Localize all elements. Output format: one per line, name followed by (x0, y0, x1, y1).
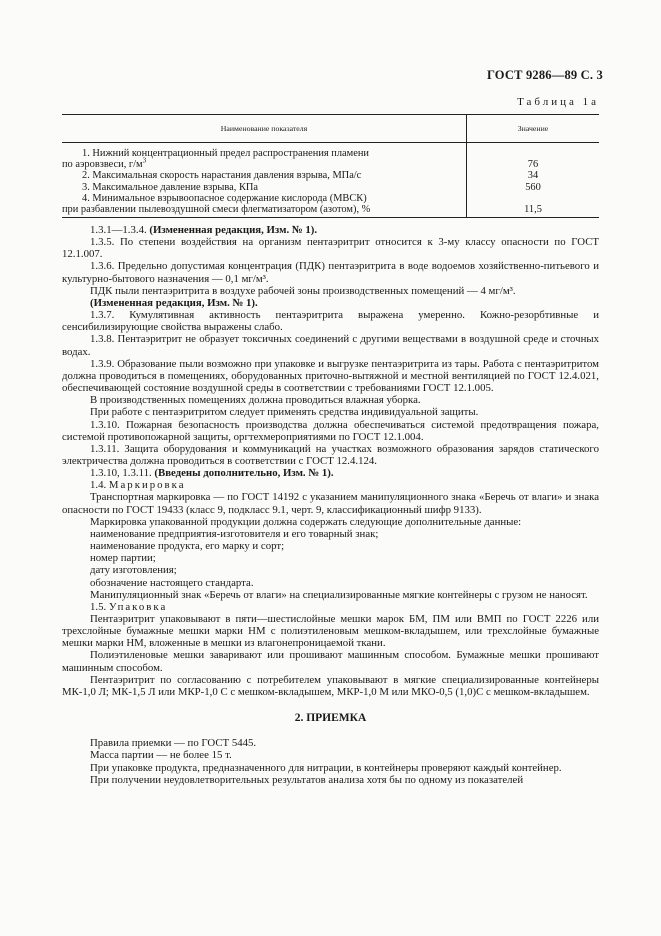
paragraph: 1.3.1—1.3.4. (Измененная редакция, Изм. № 1). (90, 224, 318, 236)
table-cell-value: 11,5 (467, 193, 600, 218)
indicators-table (62, 114, 599, 218)
section-heading: 2. ПРИЕМКА (294, 712, 367, 725)
table-cell-name: 2. Максимальная скорость нарастания давления взрыва, МПа/с (62, 170, 467, 181)
paragraph: Маркировка упакованной продукции должна содержать следующие дополнительные данные: (90, 515, 522, 528)
paragraph: Манипуляционный знак «Беречь от влаги» на специализированные мягкие контейнеры с грузом не наносят. (90, 588, 588, 601)
table-cell-value: 76 (527, 159, 539, 171)
table-cell-name: 1. Нижний концентрационный предел распространения пламени по аэровзвеси, $г/м^3$ (62, 143, 467, 171)
list-item: номер партии; (90, 552, 156, 565)
paragraph: 1.3.10, 1.3.11. (Введены дополнительно, Изм. № 1). (90, 467, 334, 480)
table-row (62, 170, 599, 181)
paragraph: 1.3.9. Образование пыли возможно при упаковке и выгрузке пентаэритрита из тары. Работа с пентаэритритом должна проводиться в помещениях, оборудованных приточно-вытяжной и местной вентиляцией по ГОСТ 12.4.021, обеспечивающей состояние воздушной среды в соответствии с требованиями ГОСТ 12.1.005. (62, 357, 599, 395)
paragraph: Полиэтиленовые мешки заваривают или прошивают машинным способом. Бумажные мешки прошивают машинным способом. (62, 649, 599, 674)
paragraph: Транспортная маркировка — по ГОСТ 14192 с указанием манипуляционного знака «Беречь от влаги» и знака опасности по ГОСТ 19433 (класс 9, подкласс 9.1, черт. 9, классификационный шифр 9133). (62, 491, 599, 516)
paragraph: При получении неудовлетворительных результатов анализа хотя бы по одному из показателей (90, 773, 524, 786)
subsection-heading-marking: 1.4. Маркировка (90, 479, 186, 492)
table-row (62, 193, 599, 218)
column-header-value: Значение (467, 115, 600, 143)
paragraph: Пентаэритрит по согласованию с потребителем упаковывают в мягкие специализированные контейнеры МК-1,0 Л; МК-1,5 Л или МКР-1,0 С с мешком-вкладышем, МКР-1,0 М или МКО-0,5 (1,0)С с мешком-вкладышем. (62, 673, 599, 698)
table-header-row (62, 115, 599, 143)
table-cell-value: 34 (527, 170, 539, 182)
page-header: ГОСТ 9286—89 С. 3 (486, 68, 603, 82)
paragraph: 1.3.7. Кумулятивная активность пентаэритрита выражена умеренно. Кожно-резорбтивные и сенсибилизирующие свойства выражены слабо. (62, 309, 599, 334)
table-cell-name: 3. Максимальное давление взрыва, КПа (62, 182, 467, 193)
paragraph: 1.3.6. Предельно допустимая концентрация (ПДК) пентаэритрита в воде водоемов хозяйственно-питьевого и культурно-бытового назначения — 0,1 мг/м³. (62, 260, 599, 285)
list-item: обозначение настоящего стандарта. (90, 576, 254, 589)
paragraph: При работе с пентаэритритом следует применять средства индивидуальной защиты. (90, 406, 479, 419)
list-item: дату изготовления; (90, 564, 177, 577)
paragraph: Правила приемки — по ГОСТ 5445. (90, 737, 257, 750)
paragraph: В производственных помещениях должна проводиться влажная уборка. (90, 394, 421, 407)
paragraph: ПДК пыли пентаэритрита в воздухе рабочей зоны производственных помещений — 4 мг/м³. (90, 284, 516, 297)
table-row (62, 143, 599, 171)
paragraph: 1.3.11. Защита оборудования и коммуникаций на участках возможного образования зарядов статического электричества должна проводиться в соответствии с ГОСТ 12.4.124. (62, 442, 599, 467)
document-body (62, 224, 599, 786)
paragraph: Пентаэритрит упаковывают в пяти—шестислойные мешки марок БМ, ПМ или ВМП по ГОСТ 2226 или трехслойные бумажные мешки марки НМ с полиэтиленовым мешком-вкладышем, или трехслойные бумажные мешки марки НМ, вложенные в мешки из влагонепроницаемой ткани. (62, 613, 599, 650)
paragraph: При упаковке продукта, предназначенного для нитрации, в контейнеры проверяют каждый контейнер. (90, 761, 562, 774)
paragraph: 1.3.8. Пентаэритрит не образует токсичных соединений с другими веществами в воздушной среде и сточных водах. (62, 333, 599, 358)
table-row (62, 182, 599, 193)
paragraph: Масса партии — не более 15 т. (90, 749, 232, 762)
paragraph: 1.3.5. По степени воздействия на организм пентаэритрит относится к 3-му классу опасности по ГОСТ 12.1.007. (62, 236, 599, 261)
column-header-indicator: Наименование показателя (62, 115, 467, 143)
list-item: наименование продукта, его марку и сорт; (90, 540, 285, 553)
table-cell-name: 4. Минимальное взрывоопасное содержание кислорода (МВСК) при разбавлении пылевоздушной смеси флегматизатором (азотом), % (62, 193, 467, 218)
paragraph-amendment: (Измененная редакция, Изм. № 1). (90, 296, 258, 309)
paragraph: 1.3.10. Пожарная безопасность производства должна обеспечиваться системой предотвращения пожара, системой противопожарной защиты, оргтехмероприятиями по ГОСТ 12.1.004. (62, 418, 599, 443)
subsection-heading-packaging: 1.5. Упаковка (90, 600, 168, 613)
list-item: наименование предприятия-изготовителя и его товарный знак; (90, 527, 379, 540)
table-cell-value: 560 (525, 181, 541, 193)
table-caption: Таблица 1а (517, 96, 599, 108)
